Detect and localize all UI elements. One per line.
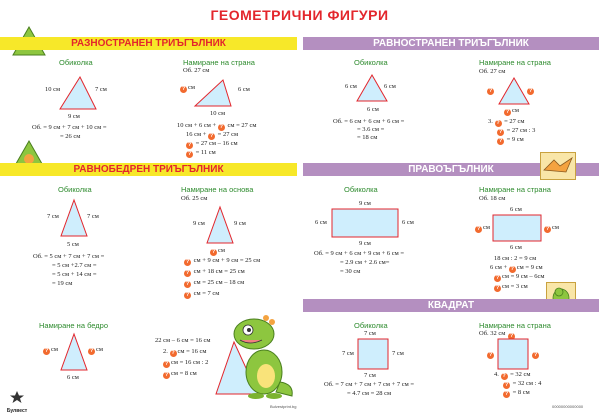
calc-text: 3. <box>488 118 493 125</box>
scalene-calc-line <box>186 140 238 149</box>
scalene-find-side-label: Намиране на страна <box>183 58 255 67</box>
calc-text: = 32 см : 4 <box>512 380 542 387</box>
calc-text: см = 16 см : 2 <box>171 359 209 366</box>
question-icon: ? <box>528 88 533 94</box>
isosceles-leg-calc <box>163 348 207 357</box>
isosceles-calc-line <box>184 279 244 288</box>
equilateral-perimeter-line: = 18 см <box>357 134 378 141</box>
isosceles-perimeter-label: Обиколка <box>58 185 92 194</box>
isosceles-header: РАВНОБЕДРЕН ТРИЪГЪЛНИК <box>0 163 297 176</box>
question-icon: ? <box>211 249 216 255</box>
rectangle-perimeter-label: Обиколка <box>344 185 378 194</box>
isosceles-side-a: 9 см <box>193 220 205 227</box>
equilateral-calc-line <box>488 118 525 127</box>
question-icon: ? <box>164 372 169 378</box>
isosceles-unknown-leg <box>43 346 58 355</box>
isosceles-side-c: 5 см <box>67 241 79 248</box>
question-icon: ? <box>187 142 192 148</box>
isosceles-find-base-label: Намиране на основа <box>181 185 254 194</box>
rectangle-unknown-left <box>475 224 490 233</box>
isosceles-leg-calc <box>163 370 197 379</box>
rectangle-side-top: 9 см <box>359 200 371 207</box>
isosceles-given: Об. 25 см <box>181 195 208 202</box>
publisher-name: Булвест <box>6 408 28 414</box>
rectangle-side-right: 6 см <box>402 219 414 226</box>
isosceles-side-a: 7 см <box>47 213 59 220</box>
isosceles-leg-calc <box>163 359 208 368</box>
scalene-side-a: 10 см <box>45 86 61 93</box>
unit-label: см <box>188 84 195 91</box>
rectangle-find-side-label: Намиране на страна <box>479 185 551 194</box>
question-icon: ? <box>498 138 503 144</box>
isosceles-unknown-leg <box>88 346 103 355</box>
rectangle-shape <box>331 208 399 238</box>
scalene-perimeter-line: Об. = 9 см + 7 см + 10 см = <box>32 124 107 131</box>
question-icon: ? <box>509 333 514 339</box>
rectangle-given: Об. 18 см <box>479 195 506 202</box>
question-icon: ? <box>164 361 169 367</box>
isosceles-triangle <box>205 205 235 245</box>
calc-text: см = 27 см <box>227 122 257 129</box>
question-icon: ? <box>219 124 224 130</box>
scalene-side-b: 7 см <box>95 86 107 93</box>
isosceles-calc-line <box>184 290 219 299</box>
square-find-side-label: Намиране на страна <box>479 321 551 330</box>
calc-text: см = 9 см <box>516 264 543 271</box>
question-icon: ? <box>504 382 509 388</box>
square-calc-line <box>503 389 530 398</box>
question-icon: ? <box>488 88 493 94</box>
footer-website: Bulvestprint.bg <box>270 404 297 409</box>
calc-text: см = 25 см – 18 см <box>193 279 245 286</box>
equilateral-perimeter-label: Обиколка <box>354 58 388 67</box>
isosceles-perimeter-line: Об. = 5 см + 7 см + 7 см = <box>33 253 105 260</box>
isosceles-side-b: 7 см <box>87 213 99 220</box>
rectangle-side-bottom: 6 см <box>510 244 522 251</box>
star-icon <box>10 391 24 403</box>
isosceles-perimeter-line: = 5 см +2.7 см = <box>52 262 97 269</box>
calc-text: см = 7 см <box>193 290 220 297</box>
rectangle-perimeter-line: = 30 см <box>340 268 361 275</box>
question-icon: ? <box>510 266 514 272</box>
scalene-given: Об. 27 см <box>183 67 210 74</box>
calc-text: = 27 см <box>217 131 239 138</box>
square-unknown-left <box>487 350 495 359</box>
calc-text: см = 16 см <box>177 348 207 355</box>
calc-text: 10 см + 6 см + <box>177 122 217 129</box>
equilateral-perimeter-line: = 3.6 см = <box>357 126 385 133</box>
equilateral-header: РАВНОСТРАНЕН ТРИЪГЪЛНИК <box>303 37 599 50</box>
square-header: КВАДРАТ <box>303 299 599 312</box>
isosceles-unknown-base <box>210 247 225 256</box>
calc-text: см = 9 см – 6см <box>502 273 545 280</box>
isosceles-perimeter-line: = 19 см <box>52 280 73 287</box>
unit-label: см <box>512 107 519 114</box>
square-perimeter-line: = 4.7 см = 28 см <box>347 390 392 397</box>
equilateral-given: Об. 27 см <box>479 68 506 75</box>
unit-label: см <box>218 247 225 254</box>
question-icon: ? <box>44 348 49 354</box>
unit-label: см <box>51 346 58 353</box>
question-icon: ? <box>89 348 94 354</box>
isosceles-perimeter-line: = 5 см + 14 см = <box>52 271 97 278</box>
rectangle-perimeter-line: = 2.9 см + 2.6 см= <box>340 259 390 266</box>
question-icon: ? <box>495 275 500 281</box>
equilateral-triangle <box>497 76 531 106</box>
square-given: Об. 32 см <box>479 330 506 337</box>
scalene-calc-line <box>186 131 238 140</box>
question-icon: ? <box>185 270 190 276</box>
calc-text: см + 9 см + 9 см = 25 см <box>193 257 261 264</box>
scalene-side-c: 10 см <box>210 110 226 117</box>
question-icon: ? <box>502 373 506 379</box>
question-icon: ? <box>185 281 190 287</box>
calc-text: = 8 см <box>512 389 530 396</box>
question-icon: ? <box>185 259 190 265</box>
calc-text: 6 см + <box>490 264 508 271</box>
question-icon: ? <box>498 129 503 135</box>
square-calc-line <box>503 380 541 389</box>
square-unknown-right <box>532 350 540 359</box>
calc-text: = 27 см – 16 см <box>195 140 238 147</box>
scalene-calc-line <box>177 122 257 131</box>
rectangle-unknown-right <box>544 224 559 233</box>
calc-text: 4. <box>494 371 499 378</box>
square-side-right: 7 см <box>392 350 404 357</box>
square-perimeter-label: Обиколка <box>354 321 388 330</box>
question-icon: ? <box>505 109 510 115</box>
page-title: ГЕОМЕТРИЧНИ ФИГУРИ <box>210 7 389 23</box>
equilateral-calc-line <box>497 127 535 136</box>
square-calc-line <box>494 371 531 380</box>
calc-text: см + 18 см = 25 см <box>193 268 245 275</box>
question-icon: ? <box>185 292 190 298</box>
equilateral-perimeter-line: Об. = 6 см + 6 см + 6 см = <box>333 118 405 125</box>
question-icon: ? <box>209 133 214 139</box>
publisher-logo <box>4 390 30 414</box>
isosceles-calc-line <box>184 268 245 277</box>
question-icon: ? <box>533 352 538 358</box>
question-icon: ? <box>496 120 500 126</box>
scalene-calc-line <box>186 149 216 158</box>
unit-label: см <box>96 346 103 353</box>
equilateral-side-a: 6 см <box>345 83 357 90</box>
square-shape <box>357 338 389 370</box>
equilateral-side-b: 6 см <box>384 83 396 90</box>
square-shape <box>497 338 529 370</box>
dinosaur-illustration <box>214 312 296 405</box>
calc-text: 16 см + <box>186 131 207 138</box>
isosceles-calc-line <box>184 257 260 266</box>
equilateral-unknown-left <box>487 86 495 95</box>
pterodactyl-icon <box>540 152 576 185</box>
rectangle-side-left: 6 см <box>315 219 327 226</box>
unit-label: см <box>483 224 490 231</box>
scalene-perimeter-label: Обиколка <box>59 58 93 67</box>
rectangle-perimeter-line: Об. = 9 см + 6 см + 9 см + 6 см = <box>314 250 405 257</box>
question-icon: ? <box>187 151 192 157</box>
equilateral-unknown-right <box>527 86 535 95</box>
question-icon: ? <box>181 86 186 92</box>
calc-text: = 27 см <box>504 118 525 125</box>
unit-label: см <box>552 224 559 231</box>
rectangle-side-top: 6 см <box>510 206 522 213</box>
rectangle-calc-line <box>494 283 528 292</box>
rectangle-calc-line <box>494 273 545 282</box>
equilateral-find-side-label: Намиране на страна <box>479 58 551 67</box>
equilateral-side-c: 6 см <box>367 106 379 113</box>
calc-text: = 27 см : 3 <box>506 127 536 134</box>
rectangle-shape <box>492 214 542 242</box>
scalene-triangle <box>58 75 98 111</box>
question-icon: ? <box>488 352 493 358</box>
scalene-side-c: 9 см <box>68 113 80 120</box>
question-icon: ? <box>545 226 550 232</box>
square-side-top: 7 см <box>364 330 376 337</box>
question-icon: ? <box>171 350 175 356</box>
scalene-unknown-side <box>180 84 195 93</box>
square-side-left: 7 см <box>342 350 354 357</box>
calc-text: = 32 см <box>510 371 531 378</box>
calc-text: см = 3 см <box>502 283 528 290</box>
isosceles-side-b: 9 см <box>234 220 246 227</box>
square-side-bottom: 7 см <box>364 372 376 379</box>
footer-code: 00000000000000 <box>552 404 584 409</box>
scalene-perimeter-line: = 26 см <box>60 133 81 140</box>
question-icon: ? <box>504 391 509 397</box>
scalene-header: РАЗНОСТРАНЕН ТРИЪГЪЛНИК <box>0 37 297 50</box>
isosceles-side-c: 6 см <box>67 374 79 381</box>
isosceles-triangle <box>59 198 89 238</box>
isosceles-find-leg-label: Намиране на бедро <box>39 321 109 330</box>
square-perimeter-line: Об. = 7 см + 7 см + 7 см + 7 см = <box>324 381 415 388</box>
isosceles-triangle <box>59 332 89 372</box>
rectangle-calc-line <box>490 264 543 273</box>
scalene-triangle <box>193 78 233 108</box>
calc-text: = 9 см <box>506 136 524 143</box>
question-icon: ? <box>495 285 500 291</box>
rectangle-header: ПРАВОЪГЪЛНИК <box>303 163 599 176</box>
calc-text: см = 8 см <box>171 370 197 377</box>
rectangle-side-bottom: 9 см <box>359 240 371 247</box>
calc-text: 2. <box>163 348 168 355</box>
scalene-side-b: 6 см <box>238 86 250 93</box>
question-icon: ? <box>476 226 481 232</box>
isosceles-leg-calc: 22 см – 6 см = 16 см <box>155 337 211 344</box>
equilateral-unknown-bottom <box>504 107 519 116</box>
calc-text: = 11 см <box>195 149 216 156</box>
rectangle-calc-line: 18 см : 2 = 9 см <box>494 255 537 262</box>
equilateral-calc-line <box>497 136 524 145</box>
